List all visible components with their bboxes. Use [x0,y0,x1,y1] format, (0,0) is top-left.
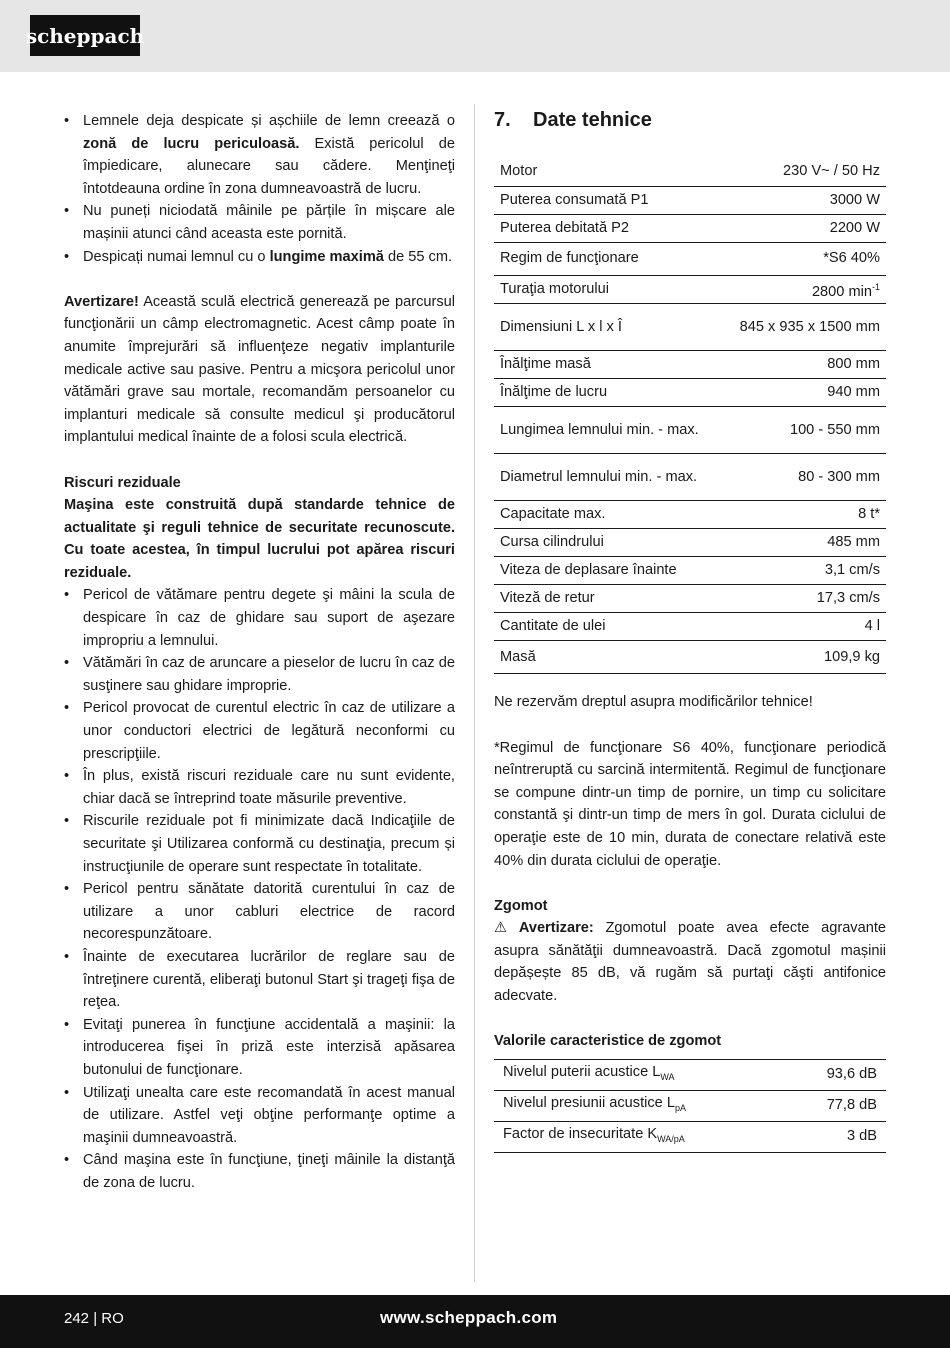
residual-risk-item: • Evitaţi punerea în funcţiune accidentală a maşinii: la introducerea fişei în priză este interzisă apăsarea butonului de funcţionare. [64,1014,455,1082]
hazard-list [64,110,455,268]
noise-label: Nivelul presiunii acustice $L_{pA}$ [494,1090,787,1121]
spec-value: 4 l [711,613,886,641]
spec-label: Cantitate de ulei [494,613,711,641]
page-header [0,0,950,72]
spec-row [494,214,886,242]
hazard-item: • Nu puneți niciodată mâinile pe părțile în mișcare ale mașinii atunci când aceasta este pornită. [64,200,455,245]
residual-risk-item: • Utilizaţi unealta care este recomandată în acest manual de utilizare. Astfel veţi obţine performanţe optime a maşinii dumneavoastră. [64,1082,455,1150]
spec-row [494,242,886,275]
noise-label: Factor de insecuritate $K_{WA/pA}$ [494,1121,787,1152]
residual-risk-item: • Pericol provocat de curentul electric în caz de utilizare a unor conductori electrici de legătură neconformi cu prescripţiile. [64,697,455,765]
residual-risks-intro: Maşina este construită după standarde tehnice de actualitate şi reguli tehnice de securitate recunoscute. Cu toate acestea, în timpul lucrului pot apărea riscuri reziduale. [64,497,455,581]
spec-value: 3,1 cm/s [711,557,886,585]
warning-label: Avertizare! [64,293,139,310]
hazard-item: • Despicați numai lemnul cu o lungime maximă de 55 cm. [64,246,455,269]
right-column [494,104,886,1153]
page-number: 242 | RO [64,1310,124,1327]
spec-value: 100 - 550 mm [711,407,886,454]
residual-risk-item: • Înainte de executarea lucrărilor de reglare sau de întreţinere curentă, eliberaţi butonul Start şi trageţi fişa de reţea. [64,946,455,1014]
noise-value: 93,6 dB [787,1059,886,1090]
left-column [64,110,455,1195]
spec-label: Capacitate max. [494,501,711,529]
spec-row [494,304,886,351]
warning-triangle-icon: ⚠ [494,920,508,937]
spec-row [494,641,886,674]
spec-value: 8 t* [711,501,886,529]
spec-value: 940 mm [711,379,886,407]
spec-value: 230 V~ / 50 Hz [711,158,886,186]
spec-value: 2800 $\min^{-1}$ [711,275,886,304]
noise-values-table [494,1059,886,1153]
spec-value: 109,9 kg [711,641,886,674]
emf-warning [64,291,455,449]
spec-value: 485 mm [711,529,886,557]
noise-warning [494,917,886,1007]
residual-risk-item: • Când maşina este în funcţiune, ţineţi mâinile la distanţă de zona de lucru. [64,1149,455,1194]
spec-value: 800 mm [711,351,886,379]
residual-risk-item: • Pericol de vătămare pentru degete şi mâini la scula de despicare în caz de ghidare sau suport de aşezare impropriu a lemnului. [64,584,455,652]
spec-label: Masă [494,641,711,674]
spec-row [494,613,886,641]
spec-label: Puterea debitată P2 [494,214,711,242]
noise-value: 3 dB [787,1121,886,1152]
noise-warning-label: Avertizare: [518,920,594,937]
reserve-note: Ne rezervăm dreptul asupra modificărilor tehnice! [494,694,813,711]
noise-label: Nivelul puterii acustice $L_{WA}$ [494,1059,787,1090]
spec-value: 845 x 935 x 1500 mm [711,304,886,351]
spec-row [494,158,886,186]
website-url: www.scheppach.com [380,1308,558,1327]
spec-label: Viteză de retur [494,585,711,613]
spec-value: 17,3 cm/s [711,585,886,613]
spec-label: Regim de funcţionare [494,242,711,275]
spec-value: 2200 W [711,214,886,242]
residual-risk-item: • Riscurile reziduale pot fi minimizate dacă Indicaţiile de securitate şi Utilizarea conformă cu destinaţia, precum și instrucţiunile de operare sunt respectate în totalitate. [64,810,455,878]
noise-row [494,1090,886,1121]
residual-risk-item: • În plus, există riscuri reziduale care nu sunt evidente, chiar dacă se întreprind toate măsurile preventive. [64,765,455,810]
spec-row [494,275,886,304]
residual-risk-item: • Pericol pentru sănătate datorită curentului în caz de utilizare a unor cabluri electrice de racord necorespunzătoare. [64,878,455,946]
spec-label: Motor [494,158,711,186]
spec-row [494,351,886,379]
regime-note: *Regimul de funcţionare S6 40%, funcţionare periodică neîntreruptă cu sarcină intermitentă. Regimul de funcţionare se compune dintr-un timp de pornire, un timp cu solicitare constantă şi dintr-un timp de mers în gol. Durata ciclului de operaţie este de 10 min, durata de conectare relativă este 40% din durata ciclului de operaţie. [494,739,886,869]
spec-label: Lungimea lemnului min. - max. [494,407,711,454]
spec-label: Turaţia motorului [494,275,711,304]
spec-value: 80 - 300 mm [711,454,886,501]
noise-values-title: Valorile caracteristice de zgomot [494,1033,722,1050]
spec-label: Diametrul lemnului min. - max. [494,454,711,501]
section-heading [494,104,886,136]
section-title: Date tehnice [533,108,652,131]
page-footer [0,1295,950,1348]
spec-row [494,585,886,613]
technical-data-table [494,158,886,674]
spec-label: Înălţime de lucru [494,379,711,407]
spec-row [494,454,886,501]
noise-title: Zgomot [494,897,548,914]
spec-label: Cursa cilindrului [494,529,711,557]
spec-label: Viteza de deplasare înainte [494,557,711,585]
spec-row [494,186,886,214]
hazard-item: • Lemnele deja despicate și așchiile de lemn creează o zonă de lucru periculoasă. Există pericolul de împiedicare, alunecare sau cădere. Menţineţi întotdeauna ordine în zona dumneavoastră de lucru. [64,110,455,200]
spec-label: Înălţime masă [494,351,711,379]
residual-risks-list [64,584,455,1194]
residual-risk-item: • Vătămări în caz de aruncare a pieselor de lucru în caz de susţinere sau ghidare improprie. [64,652,455,697]
column-divider [474,104,475,1282]
spec-row [494,379,886,407]
spec-value: 3000 W [711,186,886,214]
noise-row [494,1121,886,1152]
spec-row [494,407,886,454]
brand-logo: scheppach [30,15,140,56]
section-number: 7. [494,108,511,131]
spec-value: *S6 40% [711,242,886,275]
residual-risks-title: Riscuri reziduale [64,474,181,491]
spec-label: Dimensiuni L x l x Î [494,304,711,351]
noise-warning-text: Zgomotul poate avea efecte agravante asupra sănătăţii dumneavoastră. Dacă zgomotul mașinii depășește 85 dB, vă rugăm să purtaţi căşti antifonice adecvate. [494,920,887,1005]
noise-row [494,1059,886,1090]
spec-row [494,557,886,585]
spec-row [494,529,886,557]
spec-label: Puterea consumată P1 [494,186,711,214]
warning-text: Această sculă electrică generează pe parcursul funcţionării un câmp electromagnetic. Acest câmp poate în anumite împrejurări să influenţeze negativ implanturile medicale active sau pasive. Pentru a micşora pericolul unor vătămări grave sau mortale, recomandăm persoanelor cu implanturi medicale să consulte medicul şi producătorul implantului medical înainte de a folosi scula electrică. [64,293,455,446]
spec-row [494,501,886,529]
noise-value: 77,8 dB [787,1090,886,1121]
